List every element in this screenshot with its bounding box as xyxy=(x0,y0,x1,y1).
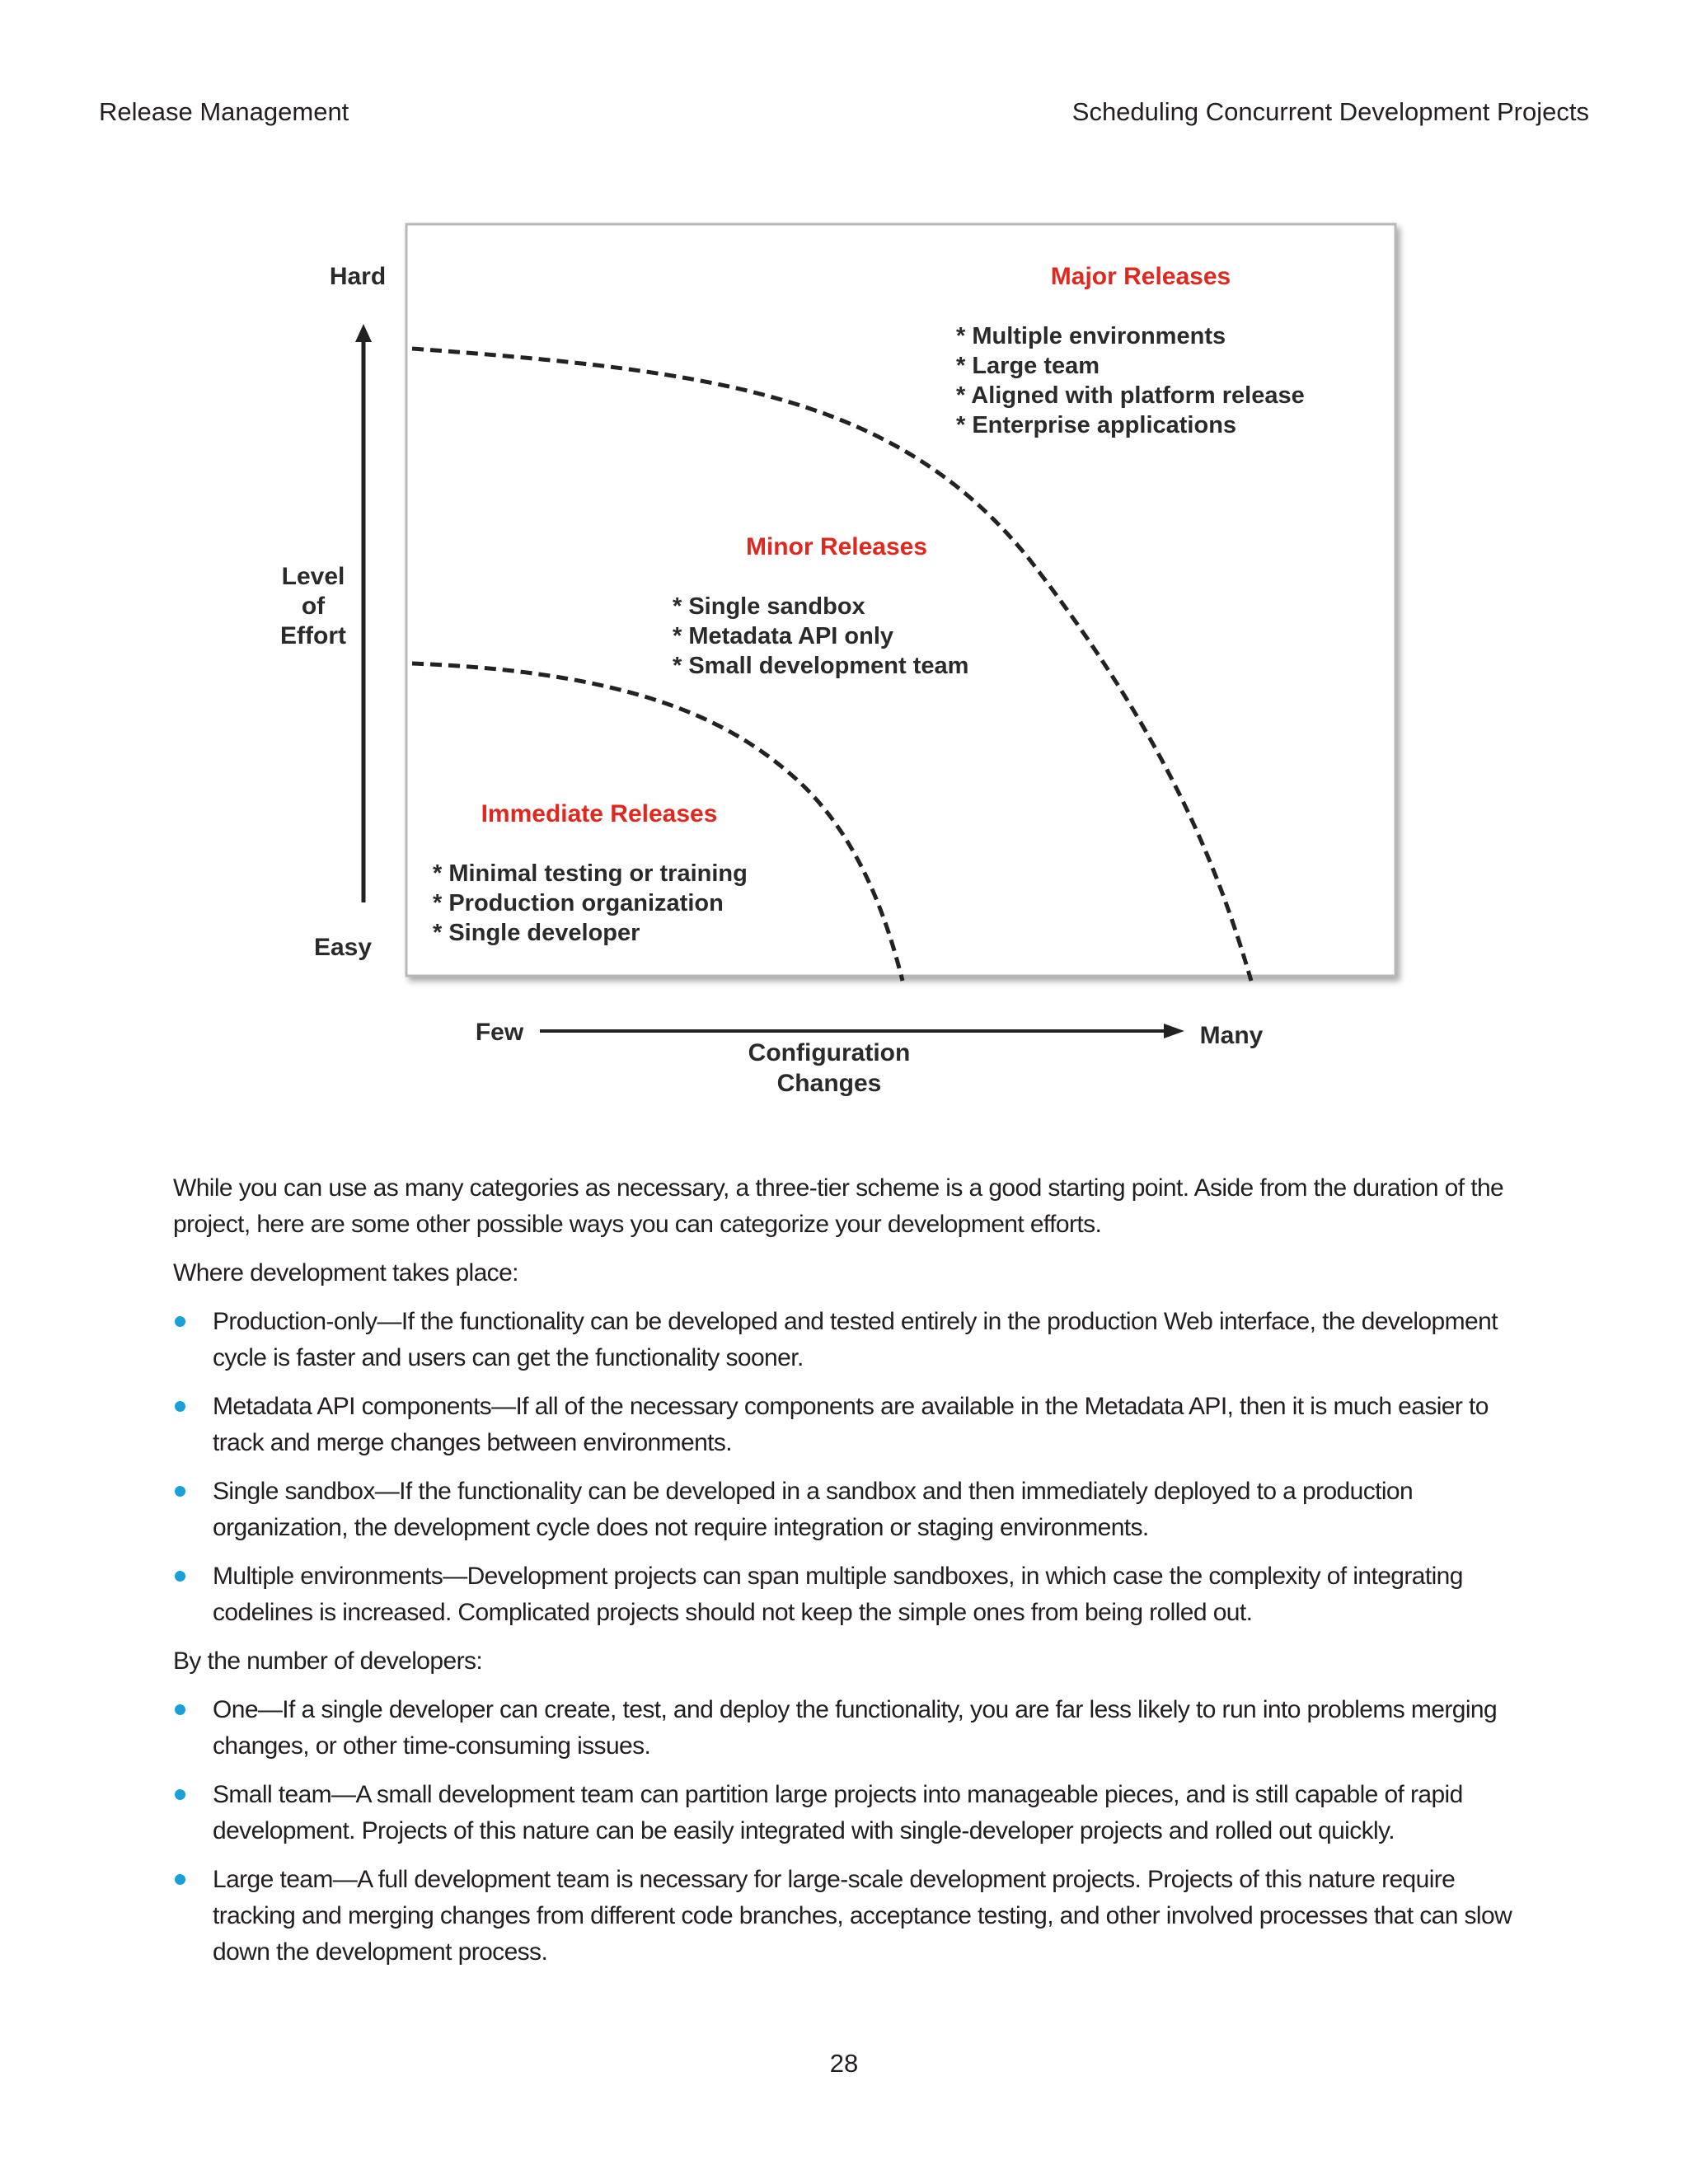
major-releases-item: * Large team xyxy=(956,353,1100,379)
immediate-releases-item: * Minimal testing or training xyxy=(433,860,748,887)
x-axis-right-label: Many xyxy=(1199,1022,1264,1049)
minor-releases-title: Minor Releases xyxy=(745,533,928,560)
list-item xyxy=(173,1389,1517,1461)
x-axis-arrowhead xyxy=(1164,1024,1184,1038)
where-heading: Where development takes place: xyxy=(173,1259,518,1286)
major-releases-title: Major Releases xyxy=(1050,263,1231,290)
y-axis-title-line-1: Level xyxy=(281,563,345,590)
intro-paragraph: While you can use as many categories as necessary, a three-tier scheme is a good starting point. Aside from the duration of the project, here are some other possible ways you can categorize your development efforts. xyxy=(173,1174,1504,1238)
immediate-releases-item: * Single developer xyxy=(433,920,640,946)
list-item-text: Large team—A full development team is necessary for large-scale development projects. Projects of this nature require tracking and merging changes from different code branches, acceptance testing, and other involved processes that can slow down the development process. xyxy=(213,1866,1512,1966)
list-item-text: Single sandbox—If the functionality can be developed in a sandbox and then immediately deployed to a production organization, the development cycle does not require integration or staging environments. xyxy=(213,1478,1414,1541)
list-item-text: Small team—A small development team can partition large projects into manageable pieces, and is still capable of rapid development. Projects of this nature can be easily integrated with single-developer projects and rolled out quickly. xyxy=(213,1781,1463,1844)
running-header-left: Release Management xyxy=(99,97,349,126)
developers-list xyxy=(173,1692,1517,1971)
list-item-text: One—If a single developer can create, test, and deploy the functionality, you are far less likely to run into problems merging changes, or other time-consuming issues. xyxy=(213,1696,1498,1760)
list-item xyxy=(173,1474,1517,1546)
y-axis-arrowhead xyxy=(355,324,372,342)
bullet-icon xyxy=(175,1704,185,1715)
major-releases-item: * Multiple environments xyxy=(956,323,1226,349)
y-axis-title-line-3: Effort xyxy=(280,622,346,649)
running-header-right: Scheduling Concurrent Development Projects xyxy=(1071,97,1589,126)
list-item-text: Production-only—If the functionality can be developed and tested entirely in the production Web interface, the development cycle is faster and users can get the functionality sooner. xyxy=(213,1308,1498,1371)
diagram-svg xyxy=(272,214,1426,1113)
major-releases-item: * Enterprise applications xyxy=(956,412,1237,438)
developers-heading: By the number of developers: xyxy=(173,1647,483,1675)
bullet-icon xyxy=(175,1789,185,1800)
minor-releases-item: * Single sandbox xyxy=(673,593,865,620)
y-axis-bottom-label: Easy xyxy=(313,934,373,961)
list-item xyxy=(173,1692,1517,1765)
y-axis-title-line-2: of xyxy=(301,593,326,620)
x-axis-title-line-2: Changes xyxy=(776,1070,882,1097)
list-item xyxy=(173,1862,1517,1971)
list-item xyxy=(173,1304,1517,1376)
x-axis-left-label: Few xyxy=(475,1019,524,1046)
list-item xyxy=(173,1777,1517,1849)
release-effort-diagram xyxy=(272,214,1426,1113)
y-axis-top-label: Hard xyxy=(329,263,387,290)
where-list xyxy=(173,1304,1517,1631)
immediate-releases-item: * Production organization xyxy=(433,890,724,916)
major-releases-item: * Aligned with platform release xyxy=(956,382,1305,409)
bullet-icon xyxy=(175,1571,185,1582)
bullet-icon xyxy=(175,1874,185,1885)
bullet-icon xyxy=(175,1316,185,1327)
x-axis-title-line-1: Configuration xyxy=(748,1039,911,1066)
immediate-releases-title: Immediate Releases xyxy=(481,800,718,827)
bullet-icon xyxy=(175,1401,185,1412)
bullet-icon xyxy=(175,1486,185,1497)
body-text xyxy=(173,1170,1517,1983)
minor-releases-item: * Metadata API only xyxy=(673,623,894,649)
list-item xyxy=(173,1558,1517,1631)
page-number: 28 xyxy=(829,2049,859,2078)
list-item-text: Metadata API components—If all of the necessary components are available in the Metadata API, then it is much easier to track and merge changes between environments. xyxy=(213,1393,1489,1456)
list-item-text: Multiple environments—Development projects can span multiple sandboxes, in which case the complexity of integrating codelines is increased. Complicated projects should not keep the simple ones from being rolled out. xyxy=(213,1563,1463,1626)
minor-releases-item: * Small development team xyxy=(673,653,969,679)
